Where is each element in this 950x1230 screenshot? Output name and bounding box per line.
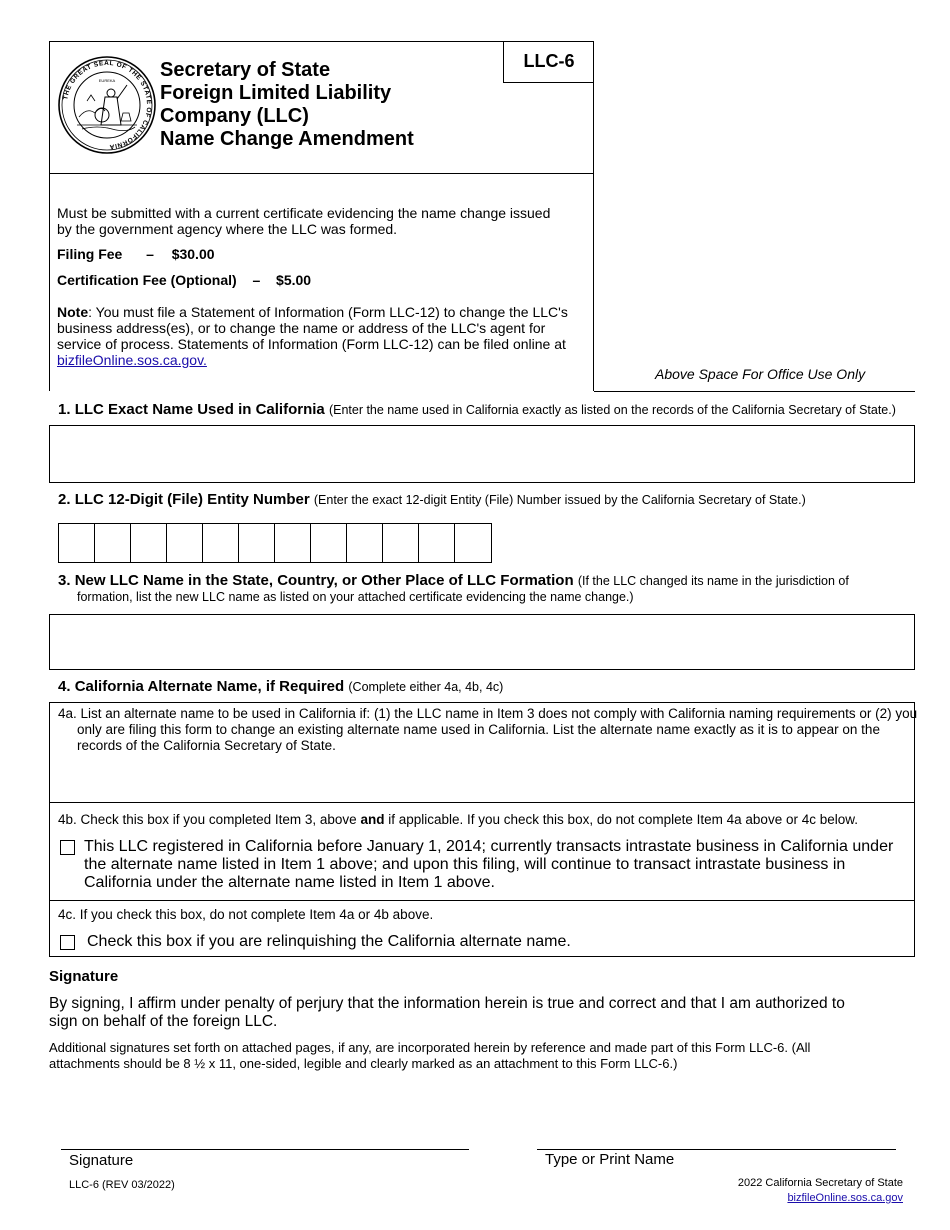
item-2-heading xyxy=(58,491,928,509)
entity-digit-12[interactable] xyxy=(455,524,491,562)
entity-digit-6[interactable] xyxy=(239,524,275,562)
footer-copyright: 2022 California Secretary of State xyxy=(737,1177,903,1189)
cert-fee-amount: $5.00 xyxy=(276,272,312,288)
item-4-title: California Alternate Name, if Required xyxy=(74,678,345,695)
svg-text:THE GREAT SEAL OF THE STATE OF xyxy=(62,60,152,150)
seal-text: THE GREAT SEAL OF THE STATE OF CALIFORNIA xyxy=(62,59,153,151)
item-4b-text xyxy=(58,812,908,827)
signature-label: Signature xyxy=(69,1152,134,1169)
item-4-divider-1 xyxy=(49,802,915,803)
form-title xyxy=(160,59,414,151)
filing-fee-amount: $30.00 xyxy=(171,246,215,262)
item-4-divider-2 xyxy=(49,900,915,901)
item-4-instruction: (Complete either 4a, 4b, 4c) xyxy=(348,680,504,694)
item-1-heading xyxy=(58,401,928,419)
signature-additional: Additional signatures set forth on attached pages, if any, are incorporated herein by reference and made part of this Form LLC-6. (All attachments should be 8 ½ x 11, one-sided, legible and clearly marked as an attachment to this Form LLC-6.) xyxy=(49,1040,811,1071)
office-use-rule xyxy=(594,391,915,392)
cert-fee-label: Certification Fee (Optional) xyxy=(57,272,237,288)
signature-line[interactable] xyxy=(61,1149,469,1150)
item-3-number: 3. xyxy=(58,572,71,589)
item-4c-text: 4c. If you check this box, do not complete Item 4a or 4b above. xyxy=(58,907,434,922)
llc-name-field[interactable] xyxy=(49,425,915,483)
item-1-instruction: (Enter the name used in California exactly as listed on the records of the California Secretary of State.) xyxy=(328,403,896,417)
entity-digit-9[interactable] xyxy=(347,524,383,562)
filing-fee xyxy=(57,246,215,262)
office-use-note: Above Space For Office Use Only xyxy=(655,366,866,382)
form-revision: LLC-6 (REV 03/2022) xyxy=(69,1179,175,1191)
item-4b-post: if applicable. If you check this box, do not complete Item 4a above or 4c below. xyxy=(388,812,858,827)
item-2-number: 2. xyxy=(58,491,71,508)
title-line-2: Foreign Limited Liability xyxy=(160,82,392,104)
entity-digit-1[interactable] xyxy=(59,524,95,562)
entity-digit-11[interactable] xyxy=(419,524,455,562)
form-code: LLC-6 xyxy=(503,41,594,83)
item-3-instruction-1: (If the LLC changed its name in the jurisdiction of xyxy=(577,574,849,588)
item-3-heading xyxy=(58,572,918,605)
entity-digit-8[interactable] xyxy=(311,524,347,562)
filing-fee-label: Filing Fee xyxy=(57,246,123,262)
item-4b-checkbox[interactable] xyxy=(60,840,75,855)
item-4c-checkbox[interactable] xyxy=(60,935,75,950)
item-1-number: 1. xyxy=(58,401,71,418)
seal-motto: EUREKA xyxy=(98,78,116,83)
footer-link[interactable]: bizfileOnline.sos.ca.gov xyxy=(787,1192,903,1204)
item-1-title: LLC Exact Name Used in California xyxy=(74,401,325,418)
signature-affirmation: By signing, I affirm under penalty of perjury that the information herein is true and correct and that I am authorized to sign on behalf of the foreign LLC. xyxy=(49,995,845,1030)
entity-digit-3[interactable] xyxy=(131,524,167,562)
header-divider xyxy=(49,173,594,174)
entity-digit-4[interactable] xyxy=(167,524,203,562)
item-2-title: LLC 12-Digit (File) Entity Number xyxy=(74,491,310,508)
print-name-label: Type or Print Name xyxy=(545,1151,675,1168)
entity-digit-5[interactable] xyxy=(203,524,239,562)
entity-digit-7[interactable] xyxy=(275,524,311,562)
title-line-3: Company (LLC) xyxy=(160,105,309,127)
item-3-title: New LLC Name in the State, Country, or Other Place of LLC Formation xyxy=(74,572,574,589)
item-4b-bold: and xyxy=(360,812,385,827)
entity-digit-10[interactable] xyxy=(383,524,419,562)
note-link[interactable]: bizfileOnline.sos.ca.gov. xyxy=(57,352,207,368)
new-llc-name-field[interactable] xyxy=(49,614,915,670)
item-4a-text[interactable]: 4a. List an alternate name to be used in California if: (1) the LLC name in Item 3 does not comply with California naming requirements or (2) you only are filing this form to change an existing alternate name used in California. List the alternate name exactly as it is to appear on the records of the California Secretary of State. xyxy=(58,706,918,753)
item-4-number: 4. xyxy=(58,678,71,695)
filing-fee-dash: – xyxy=(146,246,154,262)
item-3-instruction-2: formation, list the new LLC name as listed on your attached certificate evidencing the name change.) xyxy=(77,590,634,604)
note-label: Note xyxy=(57,304,89,320)
note-text: : You must file a Statement of Information (Form LLC-12) to change the LLC's business address(es), or to change the name or address of the LLC's agent for service of process. Statements of Information (Form LLC-12) can be filed online at xyxy=(57,304,568,352)
intro-note xyxy=(57,304,577,368)
item-4b-checkbox-label: This LLC registered in California before January 1, 2014; currently transacts intrastate business in California under the alternate name listed in Item 1 above; and upon this filing, will continue to transact intrastate business in California under the alternate name listed in Item 1 above. xyxy=(84,838,894,891)
intro-requirement: Must be submitted with a current certificate evidencing the name change issued by the government agency where the LLC was formed. xyxy=(57,205,551,237)
cert-fee-dash: – xyxy=(252,272,261,288)
entity-number-field xyxy=(58,523,492,563)
title-line-1: Secretary of State xyxy=(160,59,331,81)
item-2-instruction: (Enter the exact 12-digit Entity (File) Number issued by the California Secretary of State.) xyxy=(313,493,806,507)
state-seal-icon xyxy=(57,55,157,155)
entity-digit-2[interactable] xyxy=(95,524,131,562)
title-line-4: Name Change Amendment xyxy=(160,128,414,150)
item-4b-pre: 4b. Check this box if you completed Item 3, above xyxy=(58,812,357,827)
item-4-heading xyxy=(58,678,918,696)
signature-heading: Signature xyxy=(49,968,119,985)
item-4c-checkbox-label: Check this box if you are relinquishing the California alternate name. xyxy=(87,933,571,950)
certification-fee xyxy=(57,272,311,288)
print-name-line[interactable] xyxy=(537,1149,896,1150)
